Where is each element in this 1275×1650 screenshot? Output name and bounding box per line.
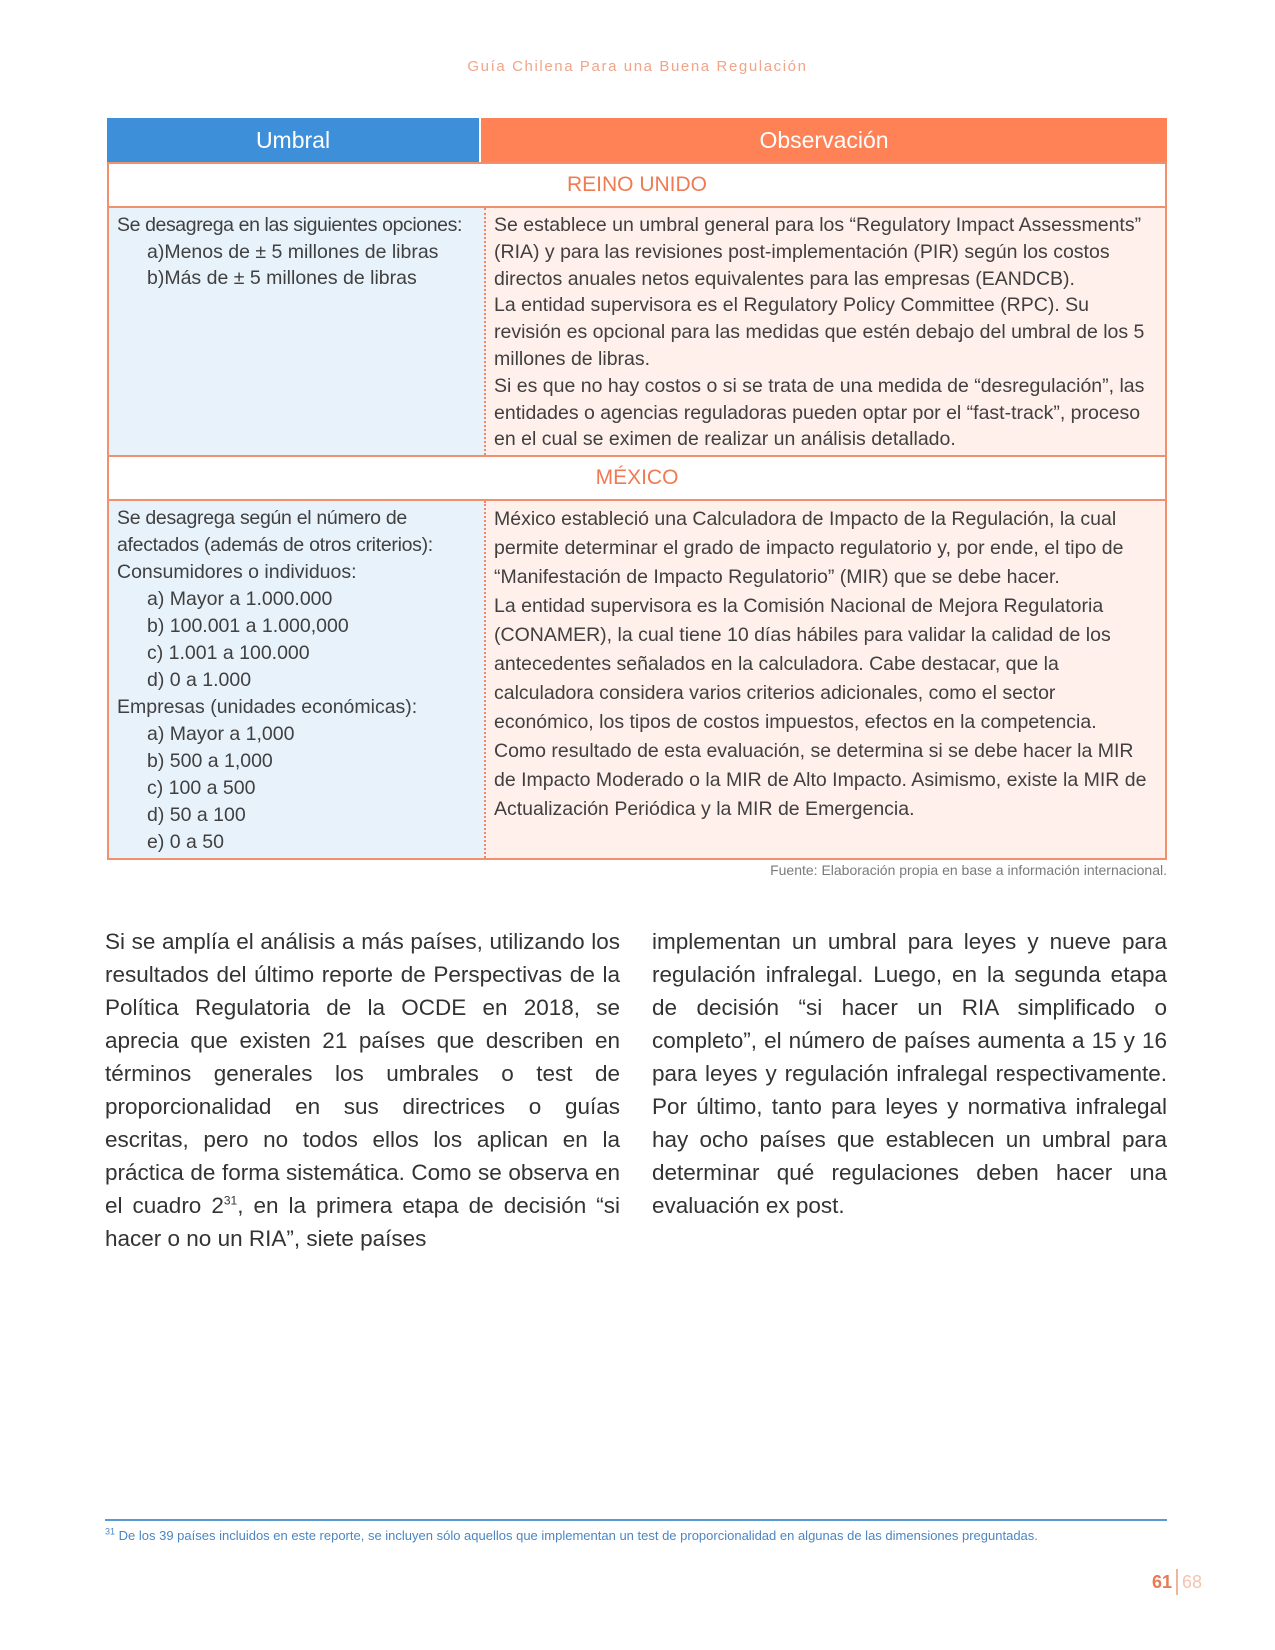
body-text-columns — [105, 925, 1167, 1255]
body-paragraph: Si se amplía el análisis a más países, utilizando los resultados del último reporte de Perspectivas de la Política Regulatoria de la OCDE en 2018, se aprecia que existen 21 países que describen en términos generales los umbrales o test de proporcionalidad en sus directrices o guías escritas, pero no todos ellos los aplican en la práctica de forma sistemática. Como se observa en el cuadro $2^{31}$, en la primera etapa de decisión “si hacer o no un RIA”, siete países — [105, 929, 620, 1251]
observacion-paragraph: Como resultado de esta evaluación, se determina si se debe hacer la MIR de Impacto Moderado o la MIR de Alto Impacto. Asimismo, existe la MIR de Actualización Periódica y la MIR de Emergencia. — [494, 740, 1147, 821]
running-header: Guía Chilena Para una Buena Regulación — [467, 58, 808, 75]
table-row-mexico — [107, 501, 1167, 860]
observacion-paragraph: Si es que no hay costos o si se trata de una medida de “desregulación”, las entidades o agencias reguladoras pueden optar por el “fast-track”, proceso en el cual se eximen de realizar un análisis detallado. — [494, 374, 1145, 451]
umbral-option: c) 100 a 500 — [147, 777, 256, 800]
umbral-group-label: Consumidores o individuos: — [117, 561, 357, 584]
observacion-cell — [486, 208, 1165, 455]
umbral-cell — [109, 501, 486, 858]
body-paragraph: implementan un umbral para leyes y nueve para regulación infralegal. Luego, en la segunda etapa de decisión “si hacer un RIA simplificado o completo”, el número de países aumenta a 15 y 16 para leyes y regulación infralegal respectivamente. Por último, tanto para leyes y normativa infralegal hay ocho países que establecen un umbral para determinar qué regulaciones deben hacer una evaluación ex post. — [652, 929, 1167, 1218]
umbral-cell — [109, 208, 486, 455]
column-header-umbral: Umbral — [107, 118, 481, 162]
footnote-text: De los 39 países incluidos en este reporte, se incluyen sólo aquellos que implementan un test de proporcionalidad en algunas de las dimensiones preguntadas. — [118, 1528, 1038, 1543]
umbral-group-label: Empresas (unidades económicas): — [117, 696, 418, 719]
observacion-paragraph: La entidad supervisora es el Regulatory Policy Committee (RPC). Su revisión es opcional para las medidas que estén debajo del umbral de los 5 millones de libras. — [494, 294, 1145, 370]
body-column-right — [652, 925, 1167, 1255]
footnote-number: 31 — [105, 1526, 116, 1537]
table-source-note: Fuente: Elaboración propia en base a información internacional. — [770, 862, 1167, 878]
umbral-intro: Se desagrega en las siguientes opciones: — [117, 214, 462, 236]
table-row-reino-unido — [107, 208, 1167, 457]
observacion-paragraph: La entidad supervisora es la Comisión Nacional de Mejora Regulatoria (CONAMER), la cual tiene 10 días hábiles para validar la calidad de los antecedentes señalados en la calculadora. Cabe destacar, que la calculadora considera varios criterios adicionales, como el sector económico, los tipos de costos impuestos, efectos en la competencia. — [494, 595, 1111, 734]
current-page: 61 — [1152, 1571, 1173, 1592]
section-label-mexico: MÉXICO — [107, 457, 1167, 501]
section-label-reino-unido: REINO UNIDO — [107, 162, 1167, 208]
umbral-option: e) 0 a 50 — [147, 831, 224, 854]
body-column-left — [105, 925, 620, 1255]
umbral-option: a) Mayor a 1.000.000 — [147, 588, 333, 611]
umbral-option: b) 100.001 a 1.000,000 — [147, 615, 349, 638]
umbral-option: d) 50 a 100 — [147, 804, 246, 827]
umbral-option: a)Menos de ± 5 millones de libras — [147, 240, 439, 263]
umbral-option: a) Mayor a 1,000 — [147, 723, 295, 746]
total-pages: 68 — [1182, 1571, 1203, 1592]
table-header-row — [107, 118, 1167, 162]
page-number — [1152, 1569, 1202, 1595]
umbral-option: b)Más de ± 5 millones de libras — [147, 267, 417, 289]
footnote-reference[interactable]: 31 — [223, 1193, 238, 1208]
observacion-paragraph: México estableció una Calculadora de Impacto de la Regulación, la cual permite determinar el grado de impacto regulatorio y, por ende, el tipo de “Manifestación de Impacto Regulatorio” (MIR) que se debe hacer. — [494, 508, 1124, 589]
footnote-divider — [105, 1519, 1167, 1521]
observacion-cell — [486, 501, 1165, 858]
footnote — [105, 1528, 1038, 1543]
umbral-option: c) 1.001 a 100.000 — [147, 642, 310, 665]
umbral-intro: Se desagrega según el número de afectados (además de otros criterios): — [117, 507, 433, 557]
threshold-comparison-table — [107, 118, 1167, 860]
column-header-observacion: Observación — [481, 118, 1167, 162]
umbral-option: d) 0 a 1.000 — [147, 669, 252, 692]
umbral-option: b) 500 a 1,000 — [147, 750, 273, 773]
page-separator — [1176, 1569, 1178, 1595]
observacion-paragraph: Se establece un umbral general para los “Regulatory Impact Assessments” (RIA) y para las revisiones post-implementación (PIR) según los costos directos anuales netos equivalentes para las empresas (EANDCB). — [494, 214, 1142, 290]
